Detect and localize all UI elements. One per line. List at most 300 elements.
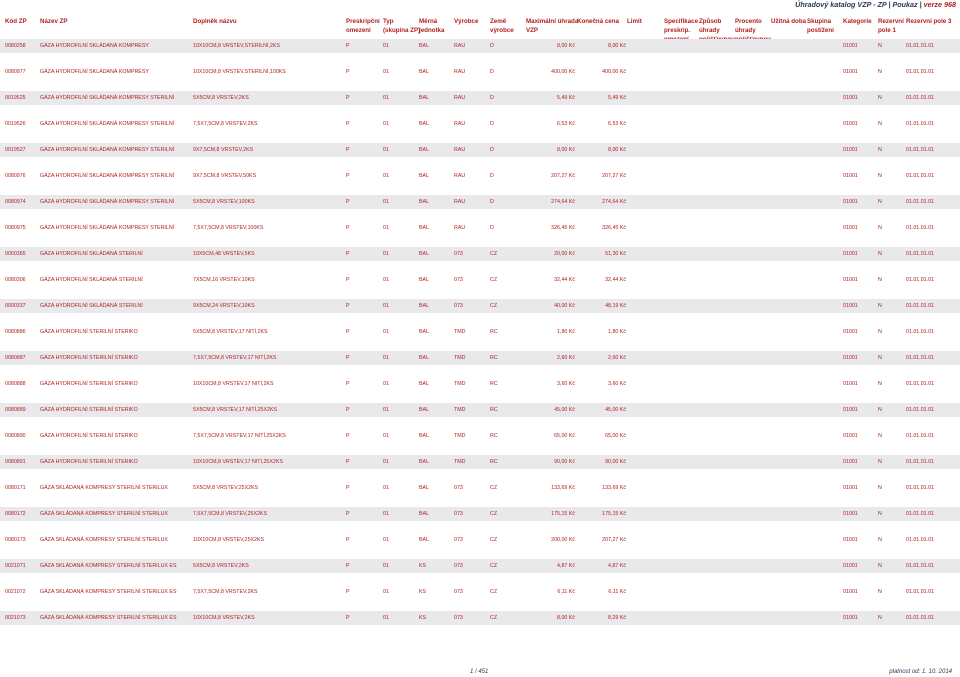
row-unit: KS	[419, 563, 427, 569]
row-manufacturer: RAU	[454, 43, 466, 49]
row-type: 01	[383, 95, 389, 101]
row-max-reimbursement: 32,44 Kč	[554, 277, 575, 283]
table-row	[0, 299, 960, 313]
row-final-price: 400,00 Kč	[602, 69, 626, 75]
row-prescription: P	[346, 95, 350, 101]
row-type: 01	[383, 407, 389, 413]
row-prescription: P	[346, 251, 350, 257]
row-country: D	[490, 95, 494, 101]
row-reserve-3: 01.01.01.01	[906, 433, 934, 439]
table-row	[0, 403, 960, 417]
row-supplement: 10X10CM,8 VRSTEV,2KS	[193, 615, 255, 621]
row-max-reimbursement: 8,00 Kč	[557, 43, 575, 49]
row-code: 0080886	[5, 329, 26, 335]
row-unit: BAL	[419, 199, 430, 205]
row-unit: BAL	[419, 329, 430, 335]
col-zpusob-l1: Způsob	[699, 18, 722, 25]
row-prescription: P	[346, 511, 350, 517]
row-final-price: 6,11 Kč	[608, 589, 626, 595]
row-category: 01001	[843, 433, 858, 439]
row-max-reimbursement: 20,00 Kč	[554, 251, 575, 257]
col-spec-l1: Specifikace	[664, 18, 699, 25]
col-max-l1: Maximální úhrada	[526, 18, 579, 25]
row-max-reimbursement: 65,00 Kč	[554, 433, 575, 439]
table-row	[0, 273, 960, 287]
row-max-reimbursement: 5,49 Kč	[557, 95, 575, 101]
row-reserve-3: 01.01.01.01	[906, 589, 934, 595]
row-code: 0021072	[5, 589, 26, 595]
row-final-price: 326,45 Kč	[602, 225, 626, 231]
row-final-price: 8,29 Kč	[608, 615, 626, 621]
row-manufacturer: 073	[454, 277, 463, 283]
row-name: GÁZA HYDROFILNÍ SKLÁDANÁ KOMPRESY STERILNÍ	[40, 225, 175, 231]
col-preskr-l2: omezení	[346, 27, 371, 34]
row-max-reimbursement: 2,60 Kč	[557, 355, 575, 361]
row-max-reimbursement: 326,45 Kč	[551, 225, 575, 231]
row-manufacturer: 073	[454, 251, 463, 257]
row-manufacturer: 073	[454, 511, 463, 517]
row-manufacturer: TMD	[454, 381, 466, 387]
row-name: GÁZA HYDROFILNÍ STERILNÍ STERIKO	[40, 459, 138, 465]
version-label: verze 968	[923, 0, 956, 9]
row-category: 01001	[843, 537, 858, 543]
row-type: 01	[383, 433, 389, 439]
row-category: 01001	[843, 69, 858, 75]
row-code: 0019526	[5, 121, 26, 127]
col-mj	[419, 17, 444, 35]
row-category: 01001	[843, 381, 858, 387]
row-manufacturer: RAU	[454, 199, 466, 205]
table-row	[0, 481, 960, 495]
col-skupina-l2: postižení	[807, 27, 834, 34]
row-type: 01	[383, 537, 389, 543]
row-unit: BAL	[419, 147, 430, 153]
row-supplement: 9X7,5CM,8 VRSTEV,50KS	[193, 173, 257, 179]
row-reserve-1: N	[878, 199, 882, 205]
row-final-price: 45,00 Kč	[605, 407, 626, 413]
col-rezervni1-l1: Rezervní	[878, 18, 904, 25]
col-skupina	[807, 17, 834, 35]
row-unit: BAL	[419, 43, 430, 49]
row-reserve-1: N	[878, 459, 882, 465]
row-reserve-1: N	[878, 69, 882, 75]
row-manufacturer: 073	[454, 485, 463, 491]
row-category: 01001	[843, 199, 858, 205]
row-reserve-1: N	[878, 615, 882, 621]
row-prescription: P	[346, 329, 350, 335]
row-name: GÁZA SKLÁDANÁ KOMPRESY STERILNÍ STERILUX	[40, 537, 168, 543]
row-supplement: 5X5CM,8 VRSTEV,2KS	[193, 563, 249, 569]
row-code: 0080258	[5, 43, 26, 49]
row-unit: BAL	[419, 173, 430, 179]
row-supplement: 7,5X7,5CM,8 VRSTEV,100KS	[193, 225, 264, 231]
col-zpusob-l2: úhrady	[699, 27, 720, 34]
row-manufacturer: RAU	[454, 173, 466, 179]
row-category: 01001	[843, 173, 858, 179]
row-category: 01001	[843, 485, 858, 491]
row-category: 01001	[843, 95, 858, 101]
row-category: 01001	[843, 303, 858, 309]
row-country: CZ	[490, 303, 498, 309]
row-type: 01	[383, 381, 389, 387]
row-supplement: 5X5CM,8 VRSTEV,25X2KS	[193, 485, 259, 491]
row-reserve-1: N	[878, 589, 882, 595]
row-category: 01001	[843, 147, 858, 153]
row-category: 01001	[843, 355, 858, 361]
row-prescription: P	[346, 199, 350, 205]
row-final-price: 274,64 Kč	[602, 199, 626, 205]
row-country: CZ	[490, 485, 498, 491]
col-zeme-l2: výrobce	[490, 27, 514, 34]
row-country: D	[490, 199, 494, 205]
row-prescription: P	[346, 537, 350, 543]
row-name: GÁZA HYDROFILNÍ SKLÁDANÁ STERILNÍ	[40, 303, 143, 309]
row-supplement: 9X5CM,24 VRSTEV,10KS	[193, 303, 255, 309]
col-doplnek: Doplněk názvu	[193, 18, 237, 25]
row-reserve-3: 01.01.01.01	[906, 381, 934, 387]
row-reserve-1: N	[878, 303, 882, 309]
row-reserve-3: 01.01.01.01	[906, 43, 934, 49]
row-prescription: P	[346, 147, 350, 153]
row-unit: BAL	[419, 537, 430, 543]
row-category: 01001	[843, 43, 858, 49]
row-code: 0021073	[5, 615, 26, 621]
row-max-reimbursement: 133,69 Kč	[551, 485, 575, 491]
row-manufacturer: RAU	[454, 95, 466, 101]
row-final-price: 207,27 Kč	[602, 173, 626, 179]
row-code: 0021071	[5, 563, 26, 569]
row-name: GÁZA SKLÁDANÁ KOMPRESY STERILNÍ STERILUX ES	[40, 589, 177, 595]
col-nazev: Název ZP	[40, 18, 68, 25]
row-reserve-3: 01.01.01.01	[906, 121, 934, 127]
row-manufacturer: 073	[454, 615, 463, 621]
row-reserve-3: 01.01.01.01	[906, 199, 934, 205]
row-manufacturer: RAU	[454, 69, 466, 75]
row-type: 01	[383, 147, 389, 153]
row-type: 01	[383, 459, 389, 465]
row-name: GÁZA HYDROFILNÍ SKLÁDANÁ KOMPRESY STERILNÍ	[40, 121, 175, 127]
row-unit: BAL	[419, 459, 430, 465]
row-supplement: 7,5X7,5CM,8 VRSTEV,17 NITÍ,2KS	[193, 355, 277, 361]
row-unit: BAL	[419, 69, 430, 75]
col-vyrobce: Výrobce	[454, 18, 479, 25]
row-prescription: P	[346, 381, 350, 387]
row-type: 01	[383, 199, 389, 205]
page-number: 1 / 451	[470, 669, 489, 675]
row-prescription: P	[346, 563, 350, 569]
row-prescription: P	[346, 43, 350, 49]
row-code: 0080306	[5, 277, 26, 283]
row-prescription: P	[346, 173, 350, 179]
col-rezervni1	[878, 17, 904, 35]
row-manufacturer: TMD	[454, 355, 466, 361]
row-code: 0080172	[5, 511, 26, 517]
col-spec-l2: preskrip.	[664, 27, 691, 34]
row-prescription: P	[346, 303, 350, 309]
row-name: GÁZA HYDROFILNÍ SKLÁDANÁ KOMPRESY STERILNÍ	[40, 199, 175, 205]
row-max-reimbursement: 175,15 Kč	[551, 511, 575, 517]
row-country: RC	[490, 433, 498, 439]
row-type: 01	[383, 589, 389, 595]
table-row	[0, 91, 960, 105]
row-country: RC	[490, 459, 498, 465]
row-final-price: 8,00 Kč	[608, 147, 626, 153]
row-unit: KS	[419, 589, 427, 595]
row-name: GÁZA HYDROFILNÍ SKLÁDANÁ KOMPRESY STERILNÍ	[40, 147, 175, 153]
table-row	[0, 507, 960, 521]
row-country: RC	[490, 407, 498, 413]
col-kategorie: Kategorie	[843, 18, 872, 25]
table-row	[0, 195, 960, 209]
row-type: 01	[383, 329, 389, 335]
row-final-price: 207,27 Kč	[602, 537, 626, 543]
row-country: CZ	[490, 589, 498, 595]
col-typ-l2: (skupina ZP)	[383, 27, 421, 34]
row-supplement: 5X5CM,8 VRSTEV,17 NITÍ,2KS	[193, 329, 268, 335]
row-name: GÁZA HYDROFILNÍ STERILNÍ STERIKO	[40, 407, 138, 413]
table-row	[0, 65, 960, 79]
row-final-price: 32,44 Kč	[605, 277, 626, 283]
row-reserve-1: N	[878, 147, 882, 153]
row-unit: BAL	[419, 225, 430, 231]
row-code: 0080171	[5, 485, 26, 491]
row-reserve-3: 01.01.01.01	[906, 511, 934, 517]
row-supplement: 7,5X7,5CM,8 VRSTEV,25X2KS	[193, 511, 268, 517]
row-unit: BAL	[419, 95, 430, 101]
row-max-reimbursement: 8,00 Kč	[557, 147, 575, 153]
row-unit: BAL	[419, 303, 430, 309]
col-konecna: Konečná cena	[577, 18, 619, 25]
col-procento-l2: úhrady	[735, 27, 756, 34]
row-reserve-1: N	[878, 407, 882, 413]
col-skupina-l1: Skupina	[807, 18, 832, 25]
row-final-price: 133,69 Kč	[602, 485, 626, 491]
row-supplement: 5X5CM,8 VRSTEV,2KS	[193, 95, 249, 101]
row-name: GÁZA HYDROFILNÍ SKLÁDANÁ KOMPRESY	[40, 43, 149, 49]
row-reserve-1: N	[878, 121, 882, 127]
row-country: CZ	[490, 251, 498, 257]
row-manufacturer: TMD	[454, 433, 466, 439]
row-category: 01001	[843, 511, 858, 517]
row-max-reimbursement: 1,80 Kč	[557, 329, 575, 335]
row-unit: BAL	[419, 381, 430, 387]
row-supplement: 10X10CM,8 VRSTEV,17 NITÍ,25X2KS	[193, 459, 283, 465]
row-manufacturer: TMD	[454, 459, 466, 465]
row-country: CZ	[490, 511, 498, 517]
row-unit: BAL	[419, 355, 430, 361]
table-row	[0, 325, 960, 339]
row-final-price: 48,19 Kč	[605, 303, 626, 309]
row-reserve-3: 01.01.01.01	[906, 69, 934, 75]
row-code: 0080891	[5, 459, 26, 465]
row-unit: BAL	[419, 251, 430, 257]
row-final-price: 4,87 Kč	[608, 563, 626, 569]
row-country: D	[490, 121, 494, 127]
row-name: GÁZA HYDROFILNÍ SKLÁDANÁ KOMPRESY	[40, 69, 149, 75]
row-code: 0080974	[5, 199, 26, 205]
row-country: CZ	[490, 537, 498, 543]
row-prescription: P	[346, 459, 350, 465]
row-max-reimbursement: 40,00 Kč	[554, 303, 575, 309]
row-reserve-3: 01.01.01.01	[906, 407, 934, 413]
row-code: 0080975	[5, 225, 26, 231]
row-country: CZ	[490, 615, 498, 621]
row-reserve-3: 01.01.01.01	[906, 459, 934, 465]
row-reserve-3: 01.01.01.01	[906, 563, 934, 569]
table-row	[0, 117, 960, 131]
row-country: RC	[490, 381, 498, 387]
row-country: RC	[490, 329, 498, 335]
row-prescription: P	[346, 485, 350, 491]
row-code: 0019525	[5, 95, 26, 101]
col-rezervni1-l2: pole 1	[878, 27, 896, 34]
table-row	[0, 533, 960, 547]
table-row	[0, 169, 960, 183]
row-max-reimbursement: 274,64 Kč	[551, 199, 575, 205]
row-category: 01001	[843, 251, 858, 257]
col-preskr	[346, 17, 380, 35]
row-name: GÁZA HYDROFILNÍ SKLÁDANÁ KOMPRESY STERILNÍ	[40, 173, 175, 179]
row-type: 01	[383, 511, 389, 517]
col-max	[526, 17, 578, 35]
row-max-reimbursement: 6,53 Kč	[557, 121, 575, 127]
col-kod: Kód ZP	[5, 18, 27, 25]
row-reserve-3: 01.01.01.01	[906, 95, 934, 101]
row-reserve-3: 01.01.01.01	[906, 277, 934, 283]
col-procento-l1: Procento	[735, 18, 762, 25]
row-unit: BAL	[419, 511, 430, 517]
row-supplement: 5X5CM,8 VRSTEV,100KS	[193, 199, 255, 205]
row-type: 01	[383, 277, 389, 283]
row-category: 01001	[843, 459, 858, 465]
row-reserve-1: N	[878, 355, 882, 361]
col-zeme-l1: Země	[490, 18, 507, 25]
row-code: 0080890	[5, 433, 26, 439]
row-final-price: 6,53 Kč	[608, 121, 626, 127]
row-type: 01	[383, 355, 389, 361]
col-uzitna: Užitná doba	[771, 18, 807, 25]
row-code: 0080977	[5, 69, 26, 75]
table-row	[0, 585, 960, 599]
row-name: GÁZA SKLÁDANÁ KOMPRESY STERILNÍ STERILUX	[40, 485, 168, 491]
row-final-price: 5,49 Kč	[608, 95, 626, 101]
row-max-reimbursement: 4,87 Kč	[557, 563, 575, 569]
row-reserve-3: 01.01.01.01	[906, 485, 934, 491]
row-type: 01	[383, 121, 389, 127]
row-name: GÁZA HYDROFILNÍ SKLÁDANÁ STERILNÍ	[40, 277, 143, 283]
row-reserve-1: N	[878, 537, 882, 543]
row-unit: BAL	[419, 121, 430, 127]
table-row	[0, 455, 960, 469]
table-row	[0, 429, 960, 443]
row-supplement: 7,5X7,5CM,8 VRSTEV,17 NITÍ,25X2KS	[193, 433, 286, 439]
row-supplement: 9X7,5CM,8 VRSTEV,2KS	[193, 147, 254, 153]
row-manufacturer: 073	[454, 563, 463, 569]
row-manufacturer: TMD	[454, 407, 466, 413]
table-row	[0, 39, 960, 53]
row-final-price: 90,00 Kč	[605, 459, 626, 465]
row-supplement: 10X5CM,48 VRSTEV,5KS	[193, 251, 255, 257]
col-typ-l1: Typ	[383, 18, 394, 25]
row-manufacturer: TMD	[454, 329, 466, 335]
row-country: CZ	[490, 563, 498, 569]
row-prescription: P	[346, 433, 350, 439]
row-type: 01	[383, 303, 389, 309]
row-country: D	[490, 43, 494, 49]
row-code: 0019527	[5, 147, 26, 153]
row-max-reimbursement: 8,00 Kč	[557, 615, 575, 621]
row-reserve-1: N	[878, 95, 882, 101]
row-final-price: 2,60 Kč	[608, 355, 626, 361]
row-name: GÁZA SKLÁDANÁ KOMPRESY STERILNÍ STERILUX ES	[40, 615, 177, 621]
row-max-reimbursement: 207,27 Kč	[551, 173, 575, 179]
row-final-price: 51,30 Kč	[605, 251, 626, 257]
row-reserve-1: N	[878, 277, 882, 283]
row-name: GÁZA HYDROFILNÍ STERILNÍ STERIKO	[40, 355, 138, 361]
row-country: CZ	[490, 277, 498, 283]
row-name: GÁZA SKLÁDANÁ KOMPRESY STERILNÍ STERILUX ES	[40, 563, 177, 569]
row-prescription: P	[346, 407, 350, 413]
row-reserve-3: 01.01.01.01	[906, 173, 934, 179]
row-manufacturer: RAU	[454, 147, 466, 153]
col-max-l2: VZP	[526, 27, 539, 34]
row-unit: BAL	[419, 485, 430, 491]
row-category: 01001	[843, 121, 858, 127]
row-max-reimbursement: 45,00 Kč	[554, 407, 575, 413]
row-reserve-3: 01.01.01.01	[906, 355, 934, 361]
row-reserve-1: N	[878, 173, 882, 179]
row-country: D	[490, 173, 494, 179]
row-code: 0080888	[5, 381, 26, 387]
row-reserve-1: N	[878, 251, 882, 257]
row-reserve-1: N	[878, 43, 882, 49]
row-reserve-1: N	[878, 381, 882, 387]
row-code: 0080976	[5, 173, 26, 179]
row-country: D	[490, 147, 494, 153]
row-supplement: 7,5X7,5CM,8 VRSTEV,2KS	[193, 589, 258, 595]
col-typ	[383, 17, 420, 35]
row-max-reimbursement: 200,00 Kč	[551, 537, 575, 543]
row-max-reimbursement: 3,60 Kč	[557, 381, 575, 387]
row-type: 01	[383, 225, 389, 231]
row-reserve-1: N	[878, 433, 882, 439]
table-row	[0, 221, 960, 235]
row-category: 01001	[843, 225, 858, 231]
row-prescription: P	[346, 225, 350, 231]
col-preskr-l1: Preskripční	[346, 18, 380, 25]
col-zeme	[490, 17, 514, 35]
row-max-reimbursement: 400,00 Kč	[551, 69, 575, 75]
row-reserve-1: N	[878, 225, 882, 231]
row-reserve-3: 01.01.01.01	[906, 537, 934, 543]
row-final-price: 3,60 Kč	[608, 381, 626, 387]
row-country: D	[490, 225, 494, 231]
row-reserve-1: N	[878, 485, 882, 491]
row-prescription: P	[346, 69, 350, 75]
table-row	[0, 247, 960, 261]
row-category: 01001	[843, 407, 858, 413]
row-final-price: 65,00 Kč	[605, 433, 626, 439]
row-manufacturer: RAU	[454, 121, 466, 127]
col-limit: Limit	[627, 18, 642, 25]
row-category: 01001	[843, 615, 858, 621]
row-category: 01001	[843, 589, 858, 595]
row-prescription: P	[346, 615, 350, 621]
row-reserve-1: N	[878, 329, 882, 335]
row-final-price: 1,80 Kč	[608, 329, 626, 335]
row-code: 0000365	[5, 251, 26, 257]
row-supplement: 7,5X7,5CM,8 VRSTEV,2KS	[193, 121, 258, 127]
